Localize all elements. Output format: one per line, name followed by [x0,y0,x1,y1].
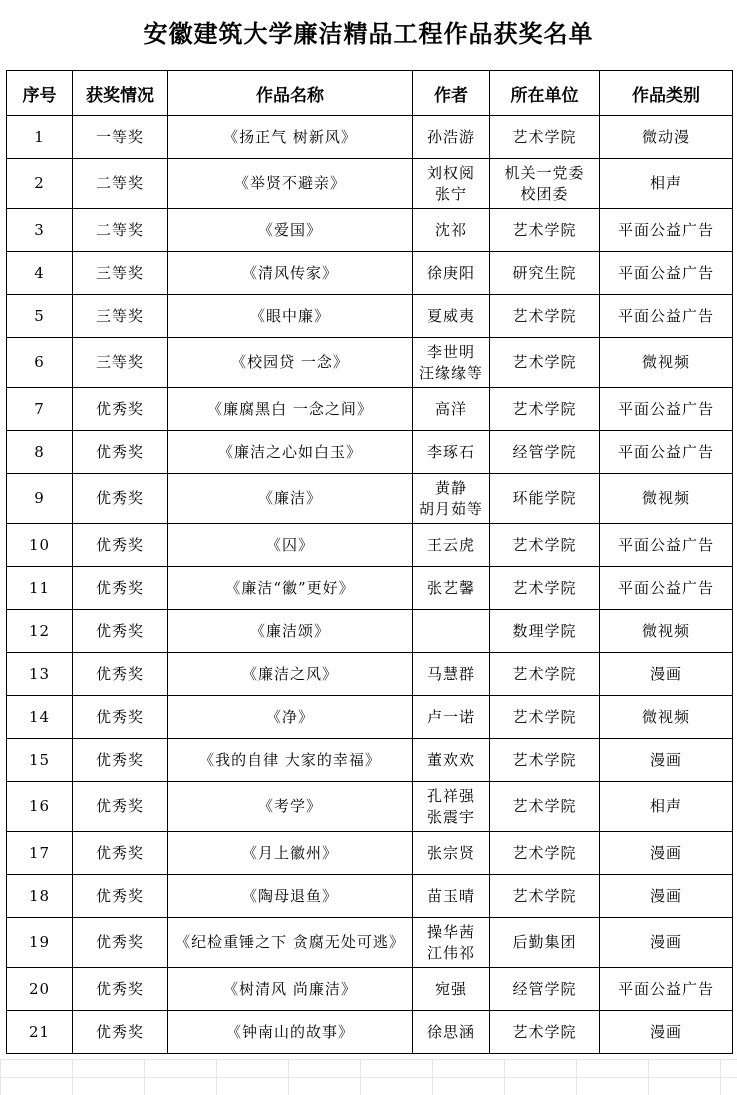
table-row [7,653,733,696]
cell-no: 9 [7,474,73,524]
cell-author-line: 徐庚阳 [426,263,475,282]
table-row [7,209,733,252]
cell-award: 优秀奖 [73,524,168,567]
cell-work: 《廉腐黑白 一念之间》 [168,388,413,431]
cell-author-line: 苗玉晴 [426,886,475,905]
cell-category: 平面公益广告 [600,209,733,252]
cell-unit [490,388,600,431]
cell-work: 《爱国》 [168,209,413,252]
cell-work: 《扬正气 树新风》 [168,116,413,159]
cell-no: 6 [7,338,73,388]
cell-author [413,116,490,159]
cell-award: 一等奖 [73,116,168,159]
cell-award: 优秀奖 [73,739,168,782]
cell-unit [490,739,600,782]
cell-unit-line: 艺术学院 [512,399,577,418]
cell-unit-line: 校团委 [520,184,569,203]
cell-no: 18 [7,875,73,918]
cell-unit-line: 艺术学院 [512,797,577,815]
cell-author-line: 张宗贤 [426,843,475,862]
table-row [7,474,733,524]
cell-unit-line: 艺术学院 [512,220,577,239]
cell-no: 12 [7,610,73,653]
cell-author [413,739,490,782]
cell-no: 16 [7,782,73,832]
cell-no: 1 [7,116,73,159]
cell-unit-line: 环能学院 [512,489,577,507]
cell-work: 《树清风 尚廉洁》 [168,968,413,1011]
cell-author-line: 高洋 [434,399,467,418]
cell-author-line: 汪缘缘等 [418,363,483,382]
cell-category: 漫画 [600,918,733,968]
cell-unit [490,209,600,252]
cell-unit [490,782,600,832]
cell-author-line: 董欢欢 [426,750,475,769]
cell-author [413,782,490,832]
cell-category: 漫画 [600,653,733,696]
cell-author [413,653,490,696]
cell-unit-line: 艺术学院 [512,306,577,325]
cell-award: 优秀奖 [73,388,168,431]
cell-category: 平面公益广告 [600,524,733,567]
cell-unit [490,610,600,653]
table-row [7,832,733,875]
cell-author [413,388,490,431]
cell-category: 平面公益广告 [600,295,733,338]
cell-author-line: 夏威夷 [426,306,475,325]
cell-author [413,252,490,295]
cell-category: 微视频 [600,696,733,739]
cell-work: 《廉洁颂》 [168,610,413,653]
cell-author [413,474,490,524]
cell-no: 11 [7,567,73,610]
table-row [7,875,733,918]
table-row [7,252,733,295]
cell-unit [490,431,600,474]
cell-award: 二等奖 [73,159,168,209]
table-row [7,431,733,474]
cell-category: 相声 [600,159,733,209]
cell-unit-line: 艺术学院 [512,127,577,146]
cell-no: 3 [7,209,73,252]
cell-category: 平面公益广告 [600,388,733,431]
cell-unit [490,875,600,918]
cell-unit-line: 艺术学院 [512,750,577,769]
cell-unit [490,474,600,524]
cell-category: 平面公益广告 [600,252,733,295]
table-row [7,116,733,159]
cell-author [413,1011,490,1054]
cell-unit [490,524,600,567]
table-header-row [7,71,733,116]
cell-unit-line: 艺术学院 [512,353,577,371]
cell-category: 相声 [600,782,733,832]
header-award: 获奖情况 [73,71,168,116]
cell-category: 微视频 [600,338,733,388]
cell-no: 14 [7,696,73,739]
cell-unit [490,918,600,968]
cell-work: 《清风传家》 [168,252,413,295]
cell-unit-line: 研究生院 [512,263,577,282]
table-row [7,918,733,968]
header-category: 作品类别 [600,71,733,116]
cell-work: 《廉洁》 [168,474,413,524]
cell-author-line: 马慧群 [426,664,475,683]
header-author: 作者 [413,71,490,116]
cell-no: 13 [7,653,73,696]
cell-author-line: 卢一诺 [426,707,475,726]
cell-unit [490,653,600,696]
cell-unit [490,116,600,159]
table-row [7,696,733,739]
cell-category: 微视频 [600,610,733,653]
cell-award: 三等奖 [73,295,168,338]
cell-work: 《眼中廉》 [168,295,413,338]
cell-work: 《钟南山的故事》 [168,1011,413,1054]
cell-author-line: 李世明 [426,342,475,361]
cell-award: 三等奖 [73,338,168,388]
awards-table [6,70,733,1054]
cell-work: 《廉洁“徽”更好》 [168,567,413,610]
cell-category: 漫画 [600,832,733,875]
cell-no: 5 [7,295,73,338]
cell-category: 漫画 [600,875,733,918]
cell-award: 优秀奖 [73,431,168,474]
cell-award: 二等奖 [73,209,168,252]
cell-author-line: 张艺馨 [426,578,475,597]
cell-category: 微动漫 [600,116,733,159]
cell-unit-line: 经管学院 [512,979,577,998]
cell-award: 优秀奖 [73,1011,168,1054]
cell-author-line: 李琢石 [426,442,475,461]
table-row [7,295,733,338]
cell-work: 《廉洁之心如白玉》 [168,431,413,474]
table-row [7,1011,733,1054]
cell-work: 《廉洁之风》 [168,653,413,696]
cell-award: 优秀奖 [73,653,168,696]
table-row [7,338,733,388]
header-no: 序号 [7,71,73,116]
cell-work: 《校园贷 一念》 [168,338,413,388]
table-row [7,782,733,832]
cell-author-line: 宛强 [434,979,467,998]
cell-unit-line: 经管学院 [512,442,577,461]
cell-category: 漫画 [600,739,733,782]
cell-unit-line: 艺术学院 [512,664,577,683]
header-work: 作品名称 [168,71,413,116]
cell-author [413,696,490,739]
cell-author [413,610,490,653]
cell-author [413,832,490,875]
cell-unit-line: 后勤集团 [512,933,577,951]
cell-no: 4 [7,252,73,295]
cell-category: 漫画 [600,1011,733,1054]
cell-author-line: 孔祥强 [426,786,475,805]
cell-unit-line: 数理学院 [512,621,577,640]
cell-work: 《纪检重锤之下 贪腐无处可逃》 [168,918,413,968]
table-row [7,610,733,653]
cell-award: 优秀奖 [73,782,168,832]
cell-category: 平面公益广告 [600,968,733,1011]
cell-no: 19 [7,918,73,968]
cell-author [413,875,490,918]
cell-award: 优秀奖 [73,474,168,524]
cell-award: 优秀奖 [73,918,168,968]
cell-author-line: 王云虎 [426,535,475,554]
cell-unit-line: 机关一党委 [504,163,585,182]
cell-award: 优秀奖 [73,832,168,875]
cell-author [413,968,490,1011]
cell-work: 《考学》 [168,782,413,832]
cell-author [413,159,490,209]
table-row [7,524,733,567]
cell-unit [490,295,600,338]
spreadsheet-grid-background [0,1059,737,1095]
cell-unit-line: 艺术学院 [512,535,577,554]
cell-award: 优秀奖 [73,610,168,653]
cell-author-line: 张宁 [434,184,467,203]
cell-author-line: 胡月茹等 [418,499,483,518]
cell-author [413,918,490,968]
cell-unit [490,832,600,875]
cell-author [413,209,490,252]
cell-author [413,431,490,474]
cell-award: 优秀奖 [73,696,168,739]
cell-work: 《我的自律 大家的幸福》 [168,739,413,782]
cell-unit [490,252,600,295]
table-row [7,739,733,782]
cell-no: 8 [7,431,73,474]
cell-work: 《净》 [168,696,413,739]
cell-unit-line: 艺术学院 [512,1022,577,1041]
cell-author [413,295,490,338]
cell-award: 优秀奖 [73,567,168,610]
cell-category: 平面公益广告 [600,567,733,610]
cell-unit-line: 艺术学院 [512,843,577,862]
cell-author-line: 徐思涵 [426,1022,475,1041]
table-row [7,388,733,431]
table-row [7,567,733,610]
cell-work: 《举贤不避亲》 [168,159,413,209]
cell-unit [490,1011,600,1054]
table-row [7,968,733,1011]
cell-unit-line: 艺术学院 [512,707,577,726]
cell-no: 10 [7,524,73,567]
cell-award: 优秀奖 [73,968,168,1011]
cell-unit [490,696,600,739]
cell-unit [490,159,600,209]
cell-category: 微视频 [600,474,733,524]
cell-author [413,567,490,610]
cell-author-line: 刘权阅 [426,163,475,182]
cell-no: 20 [7,968,73,1011]
cell-award: 三等奖 [73,252,168,295]
cell-author-line: 孙浩游 [426,127,475,146]
cell-unit-line: 艺术学院 [512,886,577,905]
cell-author-line: 张震宇 [426,807,475,826]
header-unit: 所在单位 [490,71,600,116]
table-row [7,159,733,209]
cell-work: 《陶母退鱼》 [168,875,413,918]
cell-author-line: 操华茜 [426,922,475,941]
cell-no: 21 [7,1011,73,1054]
cell-no: 15 [7,739,73,782]
cell-unit [490,567,600,610]
cell-unit [490,338,600,388]
cell-work: 《囚》 [168,524,413,567]
cell-no: 17 [7,832,73,875]
cell-no: 7 [7,388,73,431]
cell-work: 《月上徽州》 [168,832,413,875]
cell-no: 2 [7,159,73,209]
cell-category: 平面公益广告 [600,431,733,474]
table-body [7,116,733,1054]
page-title: 安徽建筑大学廉洁精品工程作品获奖名单 [143,20,594,48]
cell-author [413,338,490,388]
cell-award: 优秀奖 [73,875,168,918]
cell-unit-line: 艺术学院 [512,578,577,597]
cell-author-line: 沈祁 [434,220,467,239]
cell-author-line: 江伟祁 [426,943,475,962]
cell-author [413,524,490,567]
cell-unit [490,968,600,1011]
cell-author-line: 黄静 [434,478,467,497]
